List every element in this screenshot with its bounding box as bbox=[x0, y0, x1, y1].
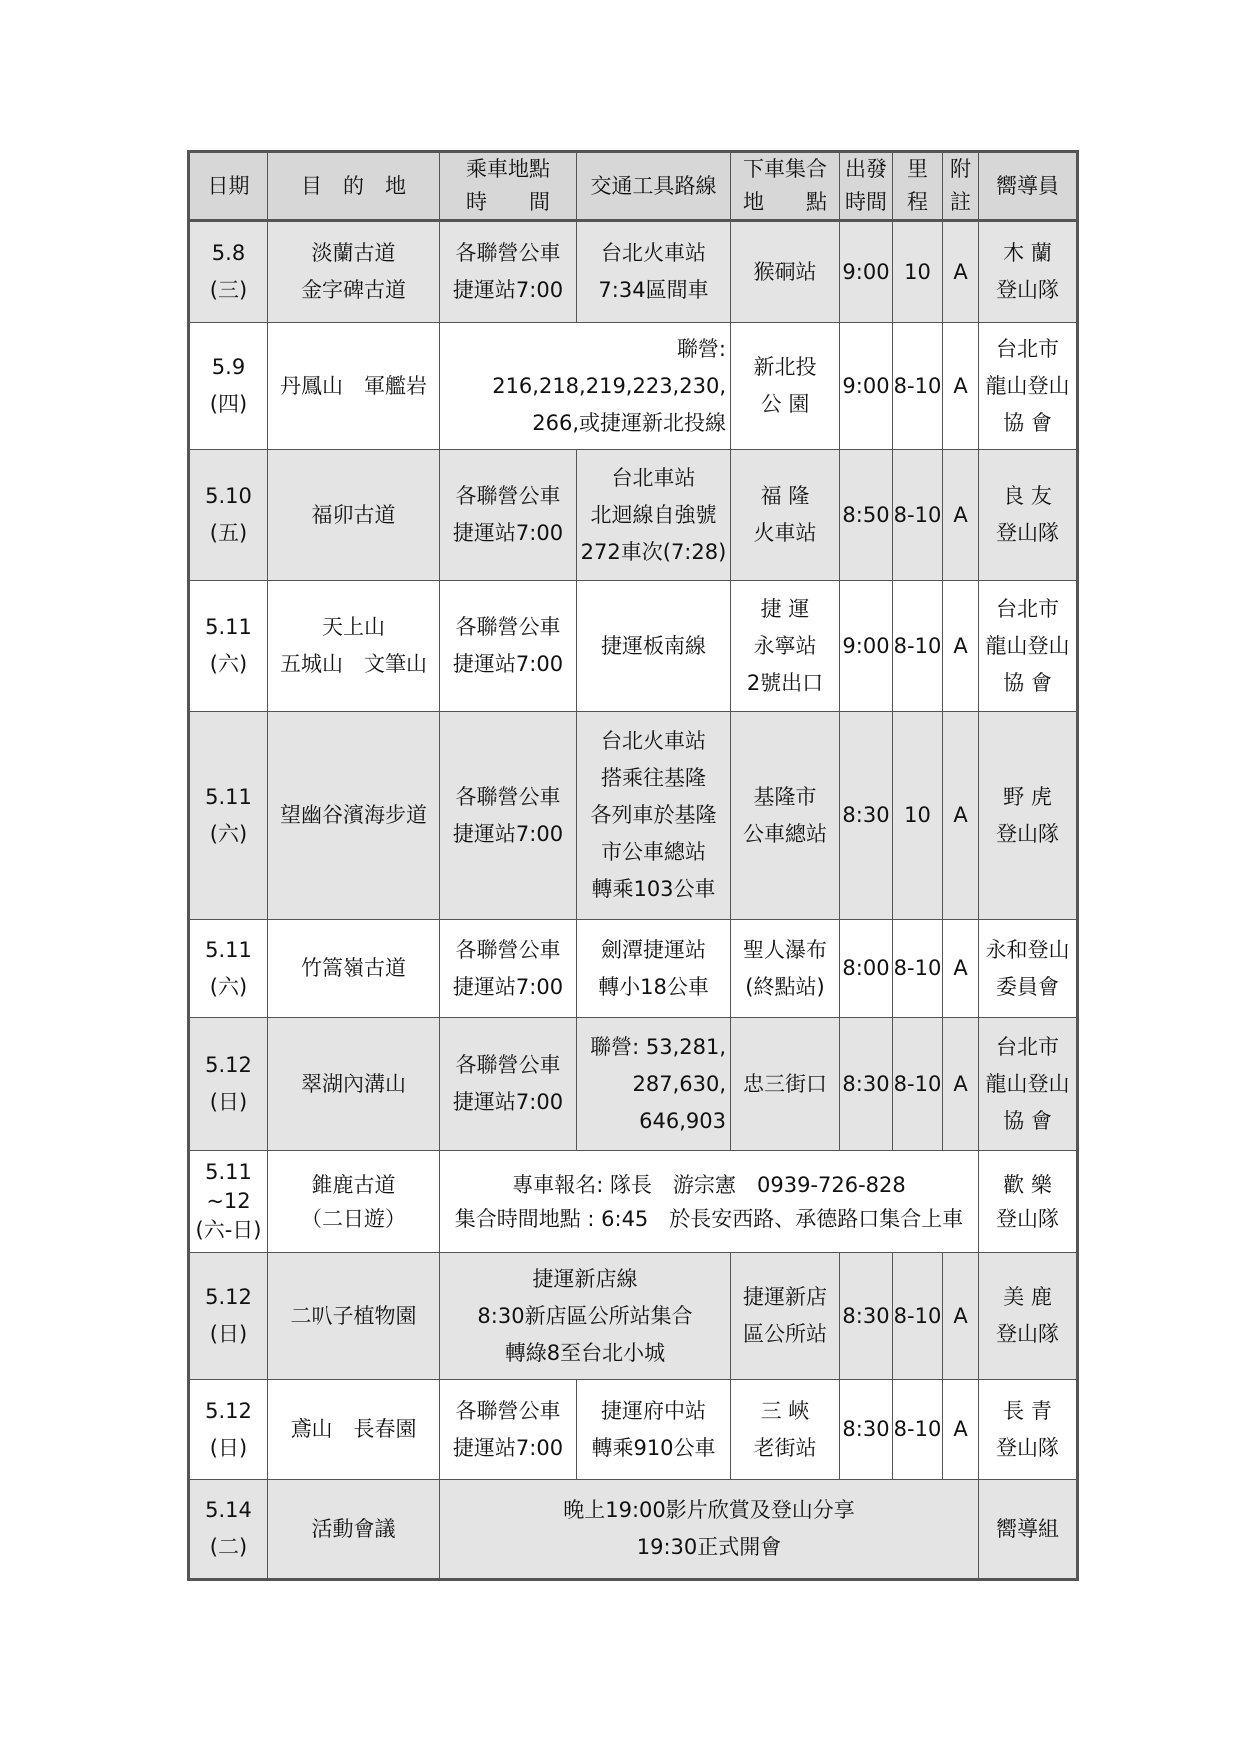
cell-distance: 8-10 bbox=[893, 450, 943, 581]
cell-leader: 嚮導組 bbox=[979, 1480, 1078, 1580]
cell-destination: 福卯古道 bbox=[268, 450, 440, 581]
cell-depart: 8:30 bbox=[840, 712, 893, 920]
header-distance: 里 程 bbox=[893, 152, 943, 221]
header-date: 日期 bbox=[189, 152, 268, 221]
cell-note: A bbox=[943, 221, 979, 323]
cell-meeting: 三 峽 老街站 bbox=[731, 1380, 840, 1480]
cell-depart: 8:50 bbox=[840, 450, 893, 581]
cell-meeting: 福 隆 火車站 bbox=[731, 450, 840, 581]
cell-meeting: 聖人瀑布 (終點站) bbox=[731, 920, 840, 1018]
cell-leader: 台北市 龍山登山 協 會 bbox=[979, 323, 1078, 450]
cell-note: A bbox=[943, 323, 979, 450]
cell-destination: 天上山 五城山 文筆山 bbox=[268, 581, 440, 712]
cell-route: 台北火車站 搭乘往基隆 各列車於基隆 市公車總站 轉乘103公車 bbox=[577, 712, 731, 920]
cell-meeting: 新北投 公 園 bbox=[731, 323, 840, 450]
cell-destination: 丹鳳山 軍艦岩 bbox=[268, 323, 440, 450]
cell-distance: 8-10 bbox=[893, 920, 943, 1018]
table-row bbox=[189, 1151, 1078, 1253]
cell-boarding: 各聯營公車 捷運站7:00 bbox=[440, 1018, 577, 1151]
cell-distance: 8-10 bbox=[893, 1018, 943, 1151]
cell-date: 5.10 (五) bbox=[189, 450, 268, 581]
cell-depart: 8:30 bbox=[840, 1380, 893, 1480]
cell-distance: 8-10 bbox=[893, 1253, 943, 1380]
cell-depart: 9:00 bbox=[840, 581, 893, 712]
cell-depart: 8:30 bbox=[840, 1018, 893, 1151]
cell-meeting: 忠三街口 bbox=[731, 1018, 840, 1151]
table-row bbox=[189, 920, 1078, 1018]
cell-distance: 8-10 bbox=[893, 1380, 943, 1480]
cell-date: 5.11 (六) bbox=[189, 712, 268, 920]
cell-depart: 9:00 bbox=[840, 323, 893, 450]
cell-destination: 淡蘭古道 金字碑古道 bbox=[268, 221, 440, 323]
cell-boarding: 各聯營公車 捷運站7:00 bbox=[440, 1380, 577, 1480]
cell-charter-info: 專車報名: 隊長 游宗憲 0939-726-828 集合時間地點 : 6:45 於長安西路、承德路口集合上車 bbox=[440, 1151, 979, 1253]
cell-note: A bbox=[943, 1380, 979, 1480]
header-leader: 嚮導員 bbox=[979, 152, 1078, 221]
cell-leader: 長 青 登山隊 bbox=[979, 1380, 1078, 1480]
cell-boarding: 各聯營公車 捷運站7:00 bbox=[440, 221, 577, 323]
cell-distance: 10 bbox=[893, 221, 943, 323]
cell-date: 5.11 (六) bbox=[189, 581, 268, 712]
cell-date: 5.9 (四) bbox=[189, 323, 268, 450]
table-row bbox=[189, 450, 1078, 581]
header-depart: 出發 時間 bbox=[840, 152, 893, 221]
cell-leader: 美 鹿 登山隊 bbox=[979, 1253, 1078, 1380]
cell-date: 5.12 (日) bbox=[189, 1018, 268, 1151]
cell-boarding: 各聯營公車 捷運站7:00 bbox=[440, 581, 577, 712]
header-meeting: 下車集合 地 點 bbox=[731, 152, 840, 221]
cell-destination: 翠湖內溝山 bbox=[268, 1018, 440, 1151]
cell-date: 5.11 ~12 (六-日) bbox=[189, 1151, 268, 1253]
table-row bbox=[189, 581, 1078, 712]
cell-note: A bbox=[943, 450, 979, 581]
cell-meeting: 基隆市 公車總站 bbox=[731, 712, 840, 920]
cell-destination: 竹篙嶺古道 bbox=[268, 920, 440, 1018]
cell-boarding: 各聯營公車 捷運站7:00 bbox=[440, 920, 577, 1018]
cell-leader: 台北市 龍山登山 協 會 bbox=[979, 1018, 1078, 1151]
cell-route: 劍潭捷運站 轉小18公車 bbox=[577, 920, 731, 1018]
table-row bbox=[189, 323, 1078, 450]
header-destination: 目 的 地 bbox=[268, 152, 440, 221]
cell-depart: 9:00 bbox=[840, 221, 893, 323]
cell-note: A bbox=[943, 712, 979, 920]
cell-route: 台北火車站 7:34區間車 bbox=[577, 221, 731, 323]
cell-leader: 永和登山 委員會 bbox=[979, 920, 1078, 1018]
cell-meeting: 捷運新店 區公所站 bbox=[731, 1253, 840, 1380]
cell-boarding: 各聯營公車 捷運站7:00 bbox=[440, 712, 577, 920]
cell-boarding: 各聯營公車 捷運站7:00 bbox=[440, 450, 577, 581]
header-note: 附 註 bbox=[943, 152, 979, 221]
cell-depart: 8:30 bbox=[840, 1253, 893, 1380]
cell-destination: 二叭子植物園 bbox=[268, 1253, 440, 1380]
cell-note: A bbox=[943, 920, 979, 1018]
cell-date: 5.11 (六) bbox=[189, 920, 268, 1018]
cell-leader: 台北市 龍山登山 協 會 bbox=[979, 581, 1078, 712]
cell-meeting-info: 晚上19:00影片欣賞及登山分享 19:30正式開會 bbox=[440, 1480, 979, 1580]
cell-depart: 8:00 bbox=[840, 920, 893, 1018]
cell-distance: 8-10 bbox=[893, 581, 943, 712]
cell-date: 5.8 (三) bbox=[189, 221, 268, 323]
cell-route: 台北車站 北迴線自強號 272車次(7:28) bbox=[577, 450, 731, 581]
table-row bbox=[189, 1480, 1078, 1580]
cell-date: 5.12 (日) bbox=[189, 1380, 268, 1480]
cell-leader: 良 友 登山隊 bbox=[979, 450, 1078, 581]
cell-distance: 8-10 bbox=[893, 323, 943, 450]
cell-note: A bbox=[943, 1253, 979, 1380]
cell-date: 5.12 (日) bbox=[189, 1253, 268, 1380]
cell-meeting: 捷 運 永寧站 2號出口 bbox=[731, 581, 840, 712]
cell-leader: 歡 樂 登山隊 bbox=[979, 1151, 1078, 1253]
cell-destination: 活動會議 bbox=[268, 1480, 440, 1580]
cell-boarding-route: 聯營: 216,218,219,223,230, 266,或捷運新北投線 bbox=[440, 323, 731, 450]
cell-boarding-route: 捷運新店線 8:30新店區公所站集合 轉綠8至台北小城 bbox=[440, 1253, 731, 1380]
cell-route: 聯營: 53,281, 287,630, 646,903 bbox=[577, 1018, 731, 1151]
table-row bbox=[189, 1018, 1078, 1151]
cell-date: 5.14 (二) bbox=[189, 1480, 268, 1580]
table-row bbox=[189, 1253, 1078, 1380]
header-boarding: 乘車地點 時 間 bbox=[440, 152, 577, 221]
table-row bbox=[189, 712, 1078, 920]
cell-distance: 10 bbox=[893, 712, 943, 920]
cell-note: A bbox=[943, 1018, 979, 1151]
table-row bbox=[189, 1380, 1078, 1480]
cell-meeting: 猴硐站 bbox=[731, 221, 840, 323]
cell-destination: 錐鹿古道 （二日遊） bbox=[268, 1151, 440, 1253]
table-header-row bbox=[189, 152, 1078, 221]
cell-destination: 鳶山 長春園 bbox=[268, 1380, 440, 1480]
cell-destination: 望幽谷濱海步道 bbox=[268, 712, 440, 920]
cell-leader: 野 虎 登山隊 bbox=[979, 712, 1078, 920]
cell-leader: 木 蘭 登山隊 bbox=[979, 221, 1078, 323]
table-row bbox=[189, 221, 1078, 323]
cell-route: 捷運府中站 轉乘910公車 bbox=[577, 1380, 731, 1480]
hiking-schedule-table bbox=[187, 150, 1079, 1581]
header-route: 交通工具路線 bbox=[577, 152, 731, 221]
cell-route: 捷運板南線 bbox=[577, 581, 731, 712]
cell-note: A bbox=[943, 581, 979, 712]
